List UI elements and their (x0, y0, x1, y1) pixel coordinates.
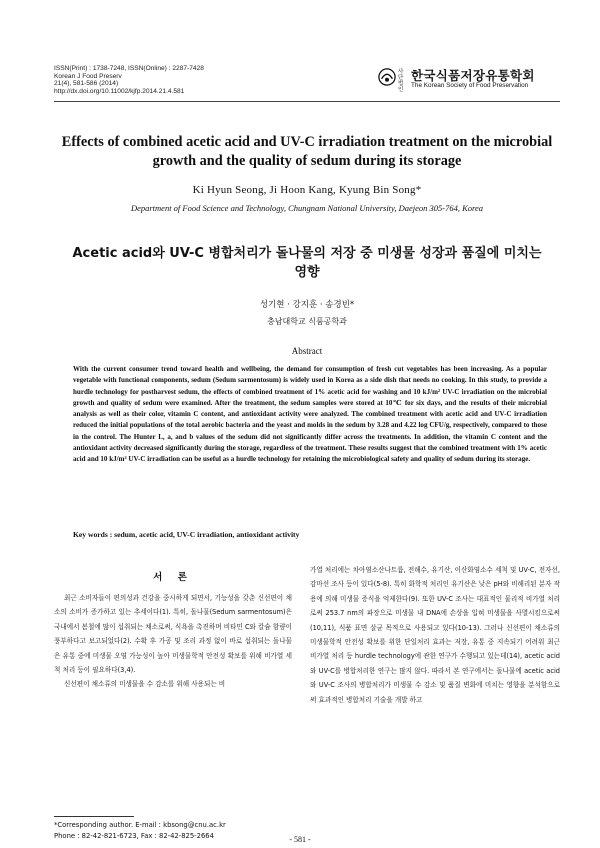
affiliation-en: Department of Food Science and Technology, Chungnam National University, Daejeon 305-764, Korea (130, 203, 484, 213)
doi-link[interactable]: http://dx.doi.org/10.11002/kjfp.2014.21.4.581 (54, 87, 185, 95)
section-heading-introduction: 서 론 (153, 572, 193, 583)
authors-en: Ki Hyun Seong, Ji Hoon Kang, Kyung Bin Song* (192, 184, 422, 196)
paragraph: 최근 소비자들이 편의성과 건강을 중시하게 되면서, 기능성을 갖춘 신선편이 채소의 소비가 증가하고 있는 추세이다(1). 특히, 돌나물(Sedum sarmentosum)은 국내에서 봄철에 많이 섭취되는 채소로써, 식욕을 촉진하며 비타민 C와 칼슘 함량이 풍부하다고 보고되었다(2). 수확 후 가공 및 조리 과정 없이 바로 섭취되는 돌나물은 유통 중에 미생물 오염 가능성이 높아 미생물학적 안전성 확보를 위해 비가열 세척 처리 등이 필요하다(3,4). (54, 594, 292, 675)
issn-line: ISSN(Print) : 1738-7248, ISSN(Online) : 2287-7428 (54, 65, 204, 72)
authors-ko: 성기현 · 강지훈 · 송경빈* (259, 300, 355, 310)
body-column-left (54, 563, 292, 692)
paragraph: 신선편이 채소류의 미생물을 수 감소를 위해 사용되는 비 (64, 680, 226, 689)
society-name-ko: 한국식품저장유통학회 (411, 68, 535, 83)
volume-pages: 21(4), 581-586 (2014) (54, 80, 119, 88)
footnote-divider (54, 816, 134, 817)
society-emblem-icon (378, 68, 396, 86)
page-number: - 581 - (289, 835, 311, 844)
corresponding-author-phone: Phone : 82-42-821-6723, Fax : 82-42-825-2664 (54, 832, 214, 840)
journal-meta (54, 65, 204, 95)
corresponding-author-email: *Corresponding author. E-mail : kbsong@cnu.ac.kr (54, 821, 226, 829)
paper-title-ko: Acetic acid와 UV-C 병합처리가 돌나물의 저장 중 미생물 성장과 품질에 미치는 영향 (72, 246, 542, 280)
journal-name: Korean J Food Preserv (54, 72, 122, 80)
abstract-heading: Abstract (291, 346, 323, 356)
abstract-body: With the current consumer trend toward health and wellbeing, the demand for consumption of fresh cut vegetables has been increasing. As a popular vegetable with functional components, sedum (Sedum sarmentosum) is widely used in Korea as a side dish that needs no cooking. In this study, to provide a hurdle technology for postharvest sedum, the effects of combined treatment of 1% acetic acid for washing and 10 kJ/m² UV-C irradiation on the microbial growth and quality of sedum were examined. After the treatment, the sedum samples were stored at 10℃ for six days, and the results of their microbial analysis as well as their color, vitamin C content, and antioxidant activity were analyzed. The combined treatment with acetic acid and UV-C irradiation reduced the initial populations of the total aerobic bacteria and the yeast and molds in the sedum by 3.28 and 4.22 log CFU/g, respectively, compared to those in the control. The Hunter L, a, and b values of the sedum did not significantly differ across the treatments. In addition, the vitamin C content and the antioxidant activity decreased significantly during the storage, regardless of the treatment. These results suggest that the combined treatment with 1% acetic acid and 10 kJ/m² UV-C irradiation can be useful as a hurdle technology for retaining the microbiological safety and quality of sedum during its storage. (73, 365, 547, 463)
header-divider (54, 101, 560, 102)
society-tag: 사단 법인 (398, 69, 404, 93)
paper-title-en: Effects of combined acetic acid and UV-C irradiation treatment on the microbial growth and the quality of sedum during its storage (61, 134, 553, 169)
affiliation-ko: 충남대학교 식품공학과 (267, 317, 347, 326)
society-logo (378, 66, 560, 92)
society-name-en: The Korean Society of Food Preservation (411, 82, 529, 89)
paragraph: 가열 처리에는 차아염소산나트륨, 전해수, 유기산, 이산화염소수 세척 및 UV-C, 전자선, 감마선 조사 등이 있다(5-8). 특히 화학적 처리인 유기산은 낮은 pH와 비해리된 분자 작용에 의해 미생물 증식을 억제한다(9). 또한 UV-C 조사는 대표적인 물리적 비가열 처리로써 253.7 nm의 파장으로 미생물 내 DNA에 손상을 입혀 미생물을 사멸시킴으로써 (10,11), 식품 표면 살균 목적으로 사용되고 있다(10-13). 그러나 신선편이 채소류의 미생물학적 안전성 확보를 위한 단일처리 효과는 저장, 유통 중 지속되기 어려워 최근 비가열 처리 등 hurdle technology에 관한 연구가 수행되고 있는데(14), acetic acid와 UV-C를 병합처리한 연구는 많지 않다. 따라서 본 연구에서는 돌나물에 acetic acid와 UV-C 조사의 병합처리가 미생물 수 감소 및 품질 변화에 미치는 영향을 분석함으로써 효과적인 병합처리 기술을 개발 하고 (310, 566, 560, 704)
body-column-right (310, 563, 560, 707)
keywords: Key words : sedum, acetic acid, UV-C irradiation, antioxidant activity (73, 530, 300, 539)
